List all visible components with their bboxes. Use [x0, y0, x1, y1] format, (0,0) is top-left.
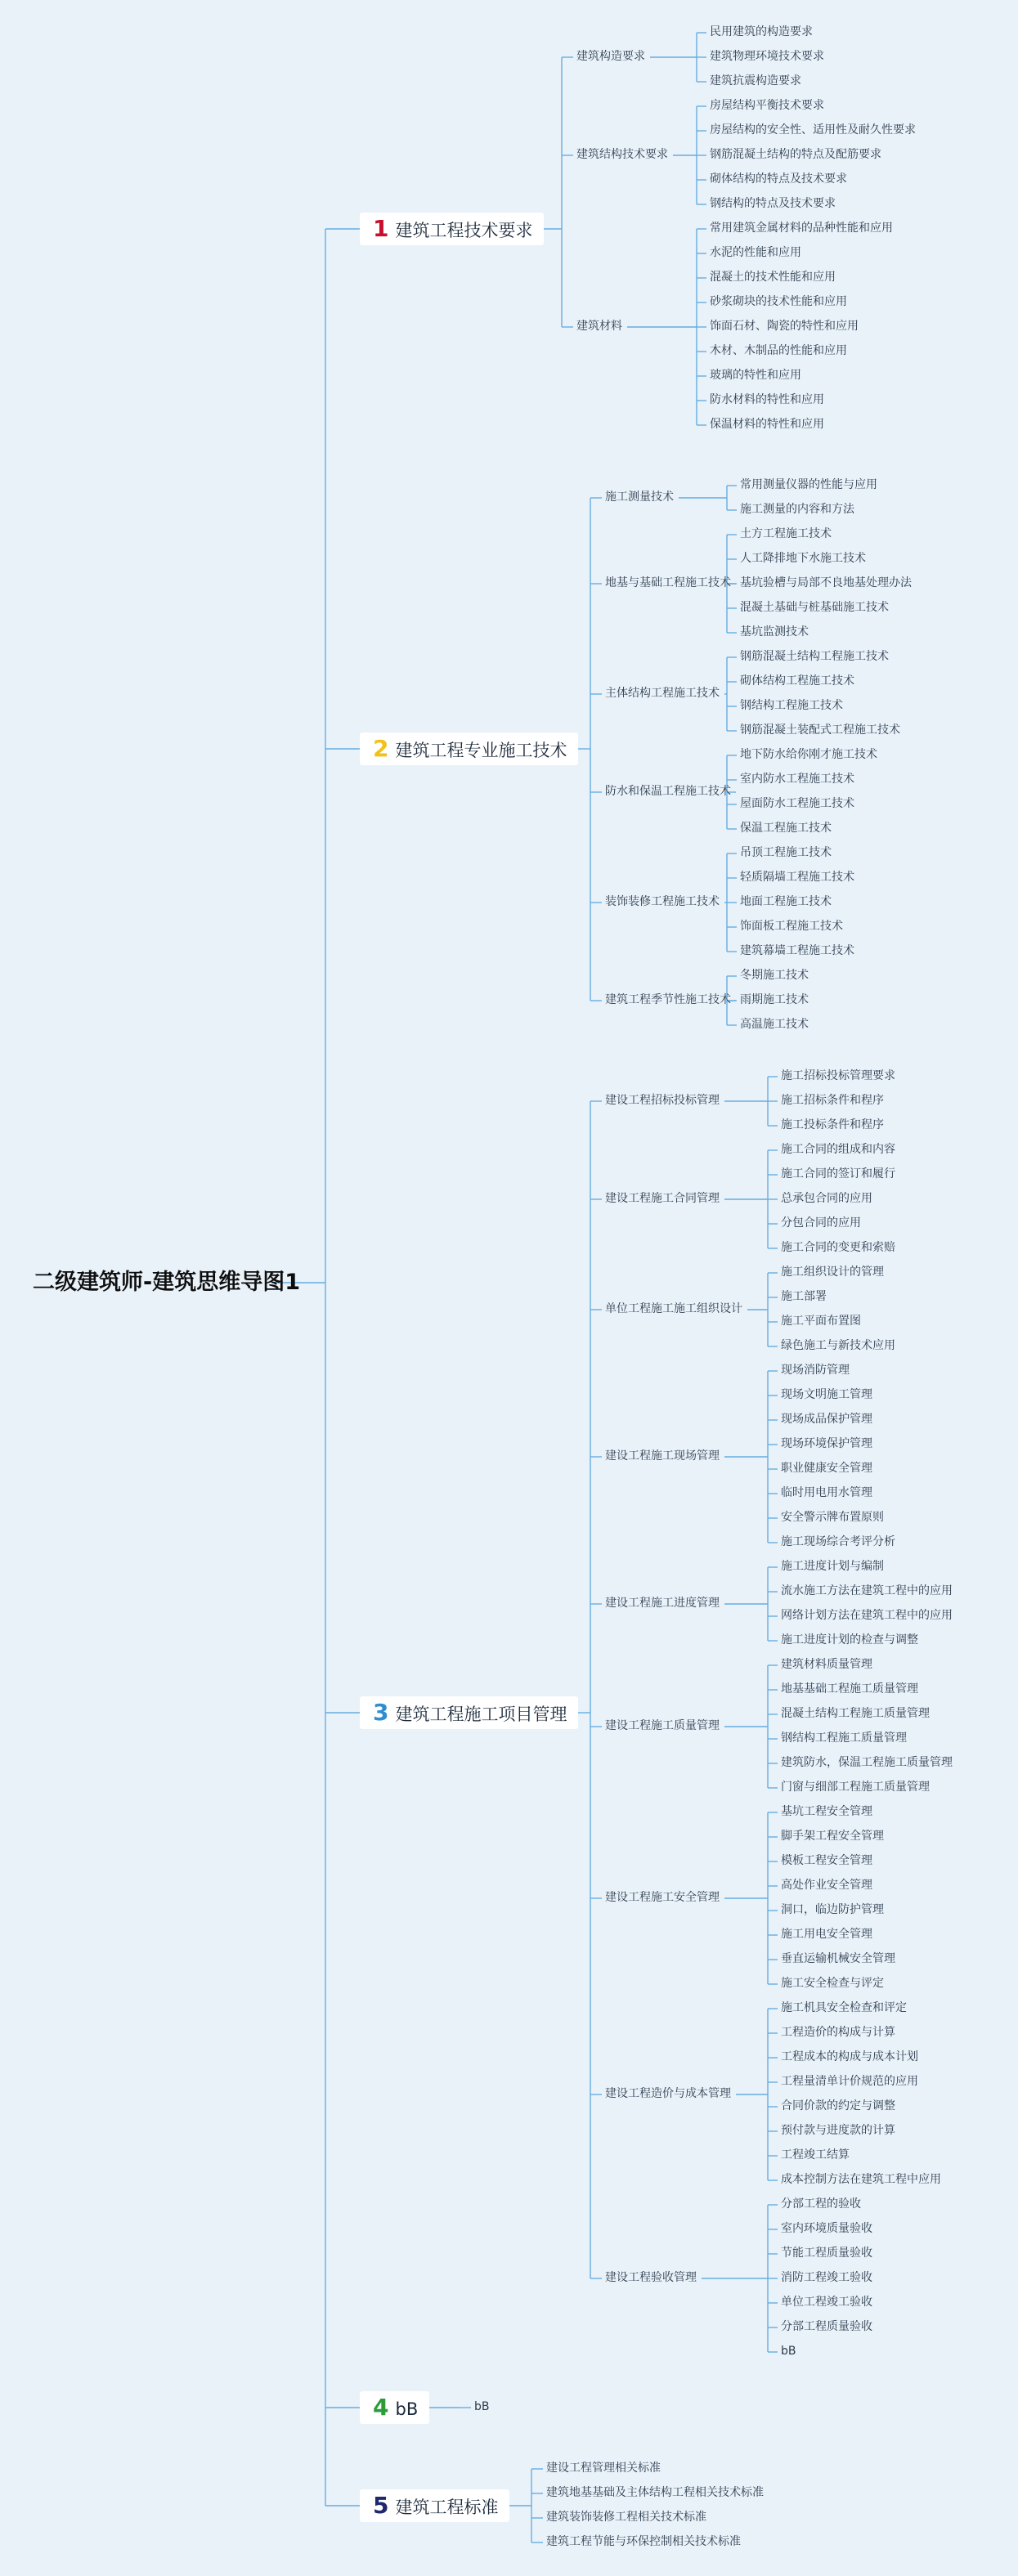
- leaf-item[interactable]: 施工现场综合考评分析: [781, 1535, 895, 1548]
- topic-node[interactable]: 施工测量技术: [605, 491, 674, 504]
- branch-label: 建筑工程技术要求: [395, 221, 533, 240]
- leaf-item[interactable]: bB: [781, 2345, 796, 2358]
- leaf-item[interactable]: 钢筋混凝土结构工程施工技术: [740, 650, 889, 663]
- leaf-item[interactable]: 施工组织设计的管理: [781, 1266, 884, 1279]
- leaf-item[interactable]: 基坑监测技术: [740, 625, 809, 638]
- leaf-item[interactable]: 流水施工方法在建筑工程中的应用: [781, 1584, 953, 1597]
- leaf-item[interactable]: 施工测量的内容和方法: [740, 503, 854, 516]
- leaf-item[interactable]: 施工进度计划与编制: [781, 1560, 884, 1573]
- leaf-item[interactable]: 洞口，临边防护管理: [781, 1903, 884, 1916]
- leaf-item[interactable]: 混凝土基础与桩基础施工技术: [740, 601, 889, 614]
- leaf-item[interactable]: 分部工程的验收: [781, 2197, 861, 2211]
- leaf-item[interactable]: 建筑幕墙工程施工技术: [740, 944, 854, 957]
- leaf-item[interactable]: 混凝土结构工程施工质量管理: [781, 1707, 930, 1720]
- standard-item[interactable]: bB: [474, 2400, 490, 2413]
- leaf-item[interactable]: 施工招标投标管理要求: [781, 1069, 895, 1082]
- leaf-item[interactable]: 钢结构工程施工技术: [740, 699, 843, 712]
- leaf-item[interactable]: 施工用电安全管理: [781, 1928, 872, 1941]
- standard-item[interactable]: 建设工程管理相关标准: [546, 2462, 661, 2475]
- leaf-item[interactable]: 基坑验槽与局部不良地基处理办法: [740, 576, 912, 589]
- leaf-item[interactable]: 玻璃的特性和应用: [710, 369, 801, 382]
- leaf-item[interactable]: 门窗与细部工程施工质量管理: [781, 1781, 930, 1794]
- branch-number: 2: [373, 735, 389, 762]
- leaf-item[interactable]: 基坑工程安全管理: [781, 1805, 872, 1818]
- branch-label: 建筑工程标准: [395, 2498, 499, 2517]
- leaf-item[interactable]: 建筑材料质量管理: [781, 1658, 872, 1671]
- leaf-item[interactable]: 钢结构工程施工质量管理: [781, 1732, 907, 1745]
- leaf-item[interactable]: 脚手架工程安全管理: [781, 1830, 884, 1843]
- branch-node-3[interactable]: [360, 1696, 578, 1729]
- leaf-item[interactable]: 木材、木制品的性能和应用: [710, 344, 847, 357]
- leaf-item[interactable]: 房屋结构平衡技术要求: [710, 99, 824, 112]
- leaf-item[interactable]: 钢筋混凝土装配式工程施工技术: [740, 724, 900, 737]
- standard-item[interactable]: 建筑地基基础及主体结构工程相关技术标准: [546, 2486, 764, 2499]
- topic-node[interactable]: 建设工程造价与成本管理: [605, 2087, 731, 2100]
- root-node-title[interactable]: 二级建筑师-建筑思维导图1: [33, 1270, 300, 1295]
- leaf-item[interactable]: 人工降排地下水施工技术: [740, 552, 866, 565]
- leaf-item[interactable]: 室内环境质量验收: [781, 2222, 872, 2235]
- leaf-item[interactable]: 现场环境保护管理: [781, 1437, 872, 1450]
- leaf-item[interactable]: 建筑防水，保温工程施工质量管理: [781, 1756, 953, 1769]
- leaf-item[interactable]: 地基基础工程施工质量管理: [781, 1682, 918, 1696]
- leaf-item[interactable]: 饰面板工程施工技术: [740, 920, 843, 933]
- leaf-item[interactable]: 地面工程施工技术: [740, 895, 832, 908]
- leaf-item[interactable]: 临时用电用水管理: [781, 1486, 872, 1499]
- leaf-item[interactable]: 施工部署: [781, 1290, 827, 1303]
- leaf-item[interactable]: 常用建筑金属材料的品种性能和应用: [710, 222, 893, 235]
- topic-node[interactable]: 装饰装修工程施工技术: [605, 895, 720, 908]
- leaf-item[interactable]: 雨期施工技术: [740, 993, 809, 1006]
- leaf-item[interactable]: 施工进度计划的检查与调整: [781, 1633, 918, 1646]
- leaf-item[interactable]: 水泥的性能和应用: [710, 246, 801, 259]
- branch-label: 建筑工程专业施工技术: [395, 741, 567, 760]
- leaf-item[interactable]: 地下防水给你刚才施工技术: [740, 748, 877, 761]
- leaf-item[interactable]: 保温材料的特性和应用: [710, 418, 824, 431]
- leaf-item[interactable]: 钢筋混凝土结构的特点及配筋要求: [710, 148, 881, 161]
- leaf-item[interactable]: 防水材料的特性和应用: [710, 393, 824, 406]
- topic-node[interactable]: 防水和保温工程施工技术: [605, 785, 731, 798]
- leaf-item[interactable]: 现场成品保护管理: [781, 1413, 872, 1426]
- standard-item[interactable]: 建筑装饰装修工程相关技术标准: [546, 2511, 706, 2524]
- leaf-item[interactable]: 施工机具安全检查和评定: [781, 2001, 907, 2014]
- leaf-item[interactable]: 钢结构的特点及技术要求: [710, 197, 836, 210]
- leaf-item[interactable]: 工程成本的构成与成本计划: [781, 2050, 918, 2063]
- standard-item[interactable]: 建筑工程节能与环保控制相关技术标准: [546, 2535, 741, 2548]
- topic-node[interactable]: 建设工程施工进度管理: [605, 1597, 720, 1610]
- topic-node[interactable]: 建筑结构技术要求: [576, 148, 668, 161]
- branch-number: 3: [373, 1699, 389, 1726]
- leaf-item[interactable]: 砌体结构的特点及技术要求: [710, 172, 847, 186]
- leaf-item[interactable]: 施工合同的签订和履行: [781, 1167, 895, 1180]
- topic-node[interactable]: 建设工程招标投标管理: [605, 1094, 720, 1107]
- branch-label: 建筑工程施工项目管理: [395, 1705, 567, 1724]
- topic-node[interactable]: 建设工程施工质量管理: [605, 1719, 720, 1732]
- leaf-item[interactable]: 施工合同的组成和内容: [781, 1143, 895, 1156]
- topic-node[interactable]: 地基与基础工程施工技术: [605, 576, 731, 589]
- leaf-item[interactable]: 吊顶工程施工技术: [740, 846, 832, 859]
- leaf-item[interactable]: 施工安全检查与评定: [781, 1977, 884, 1990]
- branch-node-1[interactable]: [360, 213, 544, 245]
- leaf-item[interactable]: 民用建筑的构造要求: [710, 25, 813, 38]
- leaf-item[interactable]: 高处作业安全管理: [781, 1879, 872, 1892]
- leaf-item[interactable]: 冬期施工技术: [740, 969, 809, 982]
- branch-node-2[interactable]: [360, 732, 578, 765]
- leaf-item[interactable]: 现场文明施工管理: [781, 1388, 872, 1401]
- leaf-item[interactable]: 工程量清单计价规范的应用: [781, 2075, 918, 2088]
- leaf-item[interactable]: 屋面防水工程施工技术: [740, 797, 854, 810]
- leaf-item[interactable]: 分包合同的应用: [781, 1216, 861, 1230]
- leaf-item[interactable]: 工程竣工结算: [781, 2148, 850, 2162]
- leaf-item[interactable]: 室内防水工程施工技术: [740, 773, 854, 786]
- leaf-item[interactable]: 施工平面布置图: [781, 1315, 861, 1328]
- leaf-item[interactable]: 预付款与进度款的计算: [781, 2124, 895, 2137]
- leaf-item[interactable]: 饰面石材、陶瓷的特性和应用: [710, 320, 859, 333]
- leaf-item[interactable]: 安全警示牌布置原则: [781, 1511, 884, 1524]
- topic-node[interactable]: 建设工程施工现场管理: [605, 1449, 720, 1463]
- leaf-item[interactable]: 建筑物理环境技术要求: [710, 50, 824, 63]
- leaf-item[interactable]: 砂浆砌块的技术性能和应用: [710, 295, 847, 308]
- leaf-item[interactable]: 建筑抗震构造要求: [710, 74, 801, 87]
- topic-node[interactable]: 建设工程施工安全管理: [605, 1891, 720, 1904]
- leaf-item[interactable]: 分部工程质量验收: [781, 2320, 872, 2333]
- leaf-item[interactable]: 常用测量仪器的性能与应用: [740, 478, 877, 491]
- leaf-item[interactable]: 施工招标条件和程序: [781, 1094, 884, 1107]
- leaf-item[interactable]: 土方工程施工技术: [740, 527, 832, 540]
- leaf-item[interactable]: 保温工程施工技术: [740, 822, 832, 835]
- branch-number: 4: [373, 2394, 389, 2421]
- branch-number: 5: [373, 2492, 389, 2519]
- branch-label: bB: [395, 2399, 419, 2419]
- topic-node[interactable]: 建筑构造要求: [576, 50, 645, 63]
- branch-node-5[interactable]: [360, 2489, 509, 2522]
- leaf-item[interactable]: 砌体结构工程施工技术: [740, 674, 854, 688]
- branch-number: 1: [373, 215, 389, 242]
- leaf-item[interactable]: 总承包合同的应用: [781, 1192, 872, 1205]
- branch-node-4[interactable]: [360, 2391, 429, 2424]
- topic-node[interactable]: 建设工程验收管理: [605, 2271, 697, 2284]
- topic-node[interactable]: 建筑材料: [576, 320, 622, 333]
- topic-node[interactable]: 建筑工程季节性施工技术: [605, 993, 731, 1006]
- leaf-item[interactable]: 绿色施工与新技术应用: [781, 1339, 895, 1352]
- leaf-item[interactable]: 轻质隔墙工程施工技术: [740, 871, 854, 884]
- topic-node[interactable]: 单位工程施工施工组织设计: [605, 1302, 742, 1315]
- leaf-item[interactable]: 单位工程竣工验收: [781, 2296, 872, 2309]
- leaf-item[interactable]: 混凝土的技术性能和应用: [710, 271, 836, 284]
- leaf-item[interactable]: 职业健康安全管理: [781, 1462, 872, 1475]
- topic-node[interactable]: 建设工程施工合同管理: [605, 1192, 720, 1205]
- leaf-item[interactable]: 模板工程安全管理: [781, 1854, 872, 1867]
- leaf-item[interactable]: 施工投标条件和程序: [781, 1118, 884, 1131]
- leaf-item[interactable]: 现场消防管理: [781, 1364, 850, 1377]
- leaf-item[interactable]: 工程造价的构成与计算: [781, 2026, 895, 2039]
- leaf-item[interactable]: 垂直运输机械安全管理: [781, 1952, 895, 1965]
- leaf-item[interactable]: 节能工程质量验收: [781, 2247, 872, 2260]
- leaf-item[interactable]: 消防工程竣工验收: [781, 2271, 872, 2284]
- leaf-item[interactable]: 合同价款的约定与调整: [781, 2099, 895, 2112]
- leaf-item[interactable]: 成本控制方法在建筑工程中应用: [781, 2173, 941, 2186]
- leaf-item[interactable]: 房屋结构的安全性、适用性及耐久性要求: [710, 123, 916, 137]
- leaf-item[interactable]: 网络计划方法在建筑工程中的应用: [781, 1609, 953, 1622]
- topic-node[interactable]: 主体结构工程施工技术: [605, 687, 720, 700]
- leaf-item[interactable]: 高温施工技术: [740, 1018, 809, 1031]
- leaf-item[interactable]: 施工合同的变更和索赔: [781, 1241, 895, 1254]
